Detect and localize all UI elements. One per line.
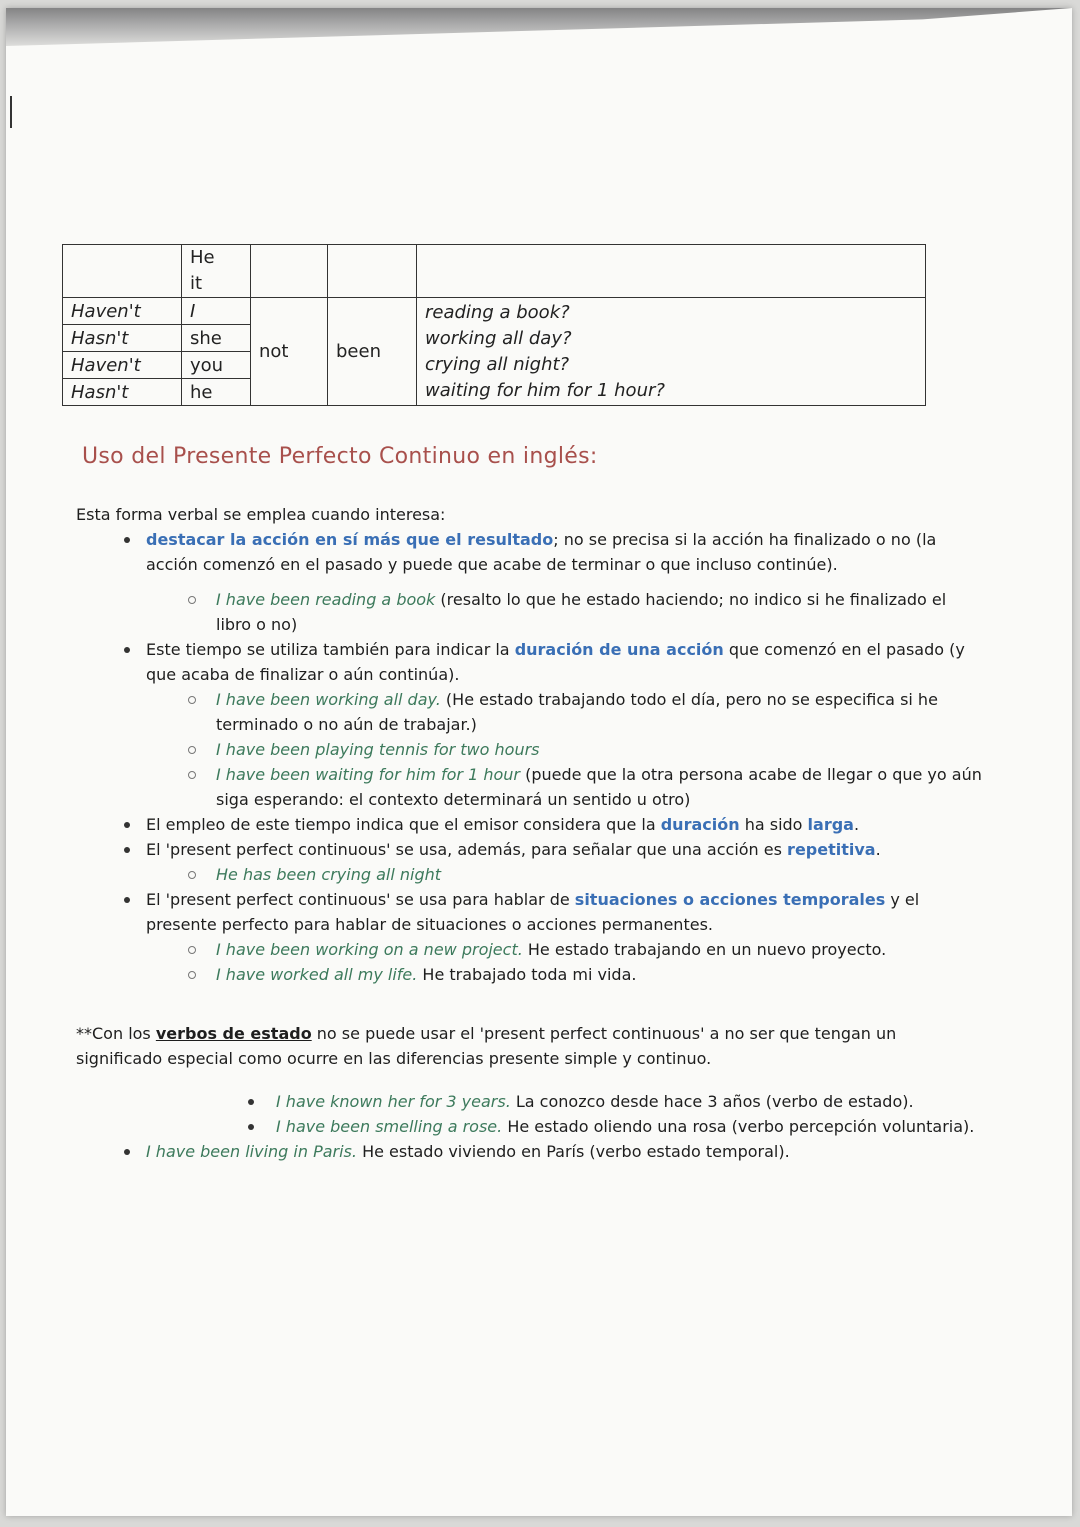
item-text: (puede que la otra persona acabe de llegar o que yo aún siga esperando: el contexto determinará un sentido u otro) [216,765,982,809]
item-text: . [853,815,860,834]
item-text: La conozco desde hace 3 años (verbo de estado). [510,1092,914,1111]
item-text: El 'present perfect continuous' se usa para hablar de [146,890,575,909]
subject-cell: he [182,379,251,406]
highlight-text: duración de una acción [514,640,724,659]
circle-bullet-icon [188,946,196,954]
bullet-icon [124,647,130,653]
item-text: He trabajado toda mi vida. [417,965,637,984]
example-text: I have been reading a book [216,590,436,609]
circle-bullet-icon [188,696,196,704]
scan-shadow [6,8,1072,46]
item-text: ha sido [739,815,808,834]
ending-line: waiting for him for 1 hour? [425,379,665,401]
list-item [76,637,986,687]
subject-cell: she [182,325,251,352]
list-item [76,587,986,637]
table-row [63,298,926,325]
item-text: **Con los [76,1024,156,1043]
example-text: He has been crying all night [216,865,442,884]
example-text: I have known her for 3 years. [276,1092,511,1111]
table-row [63,245,926,298]
document-page [6,8,1072,1516]
list-item [76,837,986,862]
ending-line: crying all night? [425,353,570,375]
highlight-text: destacar la acción en sí más que el resultado [146,530,554,549]
aux-cell: Hasn't [63,379,182,406]
table-cell [251,245,328,298]
margin-mark [10,96,12,128]
ending-line: reading a book? [425,301,570,323]
pronoun-he: He [190,247,215,268]
neg-cell: not [251,298,328,406]
example-text: I have been working on a new project. [216,940,523,959]
subject-cell: I [182,298,251,325]
bullet-icon [124,822,130,828]
item-text: ; no se precisa si la acción ha finalizado o no (la acción comenzó en el pasado y puede que acabe de terminar o que incluso continúe). [146,530,937,574]
table-cell [328,245,417,298]
highlight-text: duración [660,815,740,834]
item-text: (He estado trabajando todo el día, pero no se especifica si he terminado o no aún de trabajar.) [216,690,938,734]
intro-text: Esta forma verbal se emplea cuando interesa: [76,505,446,524]
endings-cell [417,298,926,406]
item-text: Este tiempo se utiliza también para indicar la [146,640,515,659]
example-text: I have been living in Paris. [146,1142,357,1161]
circle-bullet-icon [188,746,196,754]
item-text: y el presente perfecto para hablar de situaciones o acciones permanentes. [146,890,920,934]
table-cell [63,245,182,298]
item-text: que comenzó en el pasado (y que acaba de finalizar o aún continúa). [146,640,965,684]
list-item [76,527,986,577]
section-title: Uso del Presente Perfecto Continuo en inglés: [82,444,598,469]
table-cell [182,245,251,298]
highlight-text: larga [807,815,854,834]
circle-bullet-icon [188,971,196,979]
item-text: El 'present perfect continuous' se usa, además, para señalar que una acción es [146,840,788,859]
underlined-text: verbos de estado [155,1024,312,1043]
table-cell [417,245,926,298]
example-text: I have been smelling a rose. [276,1117,503,1136]
bullet-icon [248,1124,254,1130]
highlight-text: repetitiva [787,840,876,859]
section-body [76,502,986,1164]
circle-bullet-icon [188,771,196,779]
list-item [76,1089,986,1114]
item-text: He estado viviendo en París (verbo estado temporal). [356,1142,790,1161]
example-text: I have been playing tennis for two hours [216,740,540,759]
circle-bullet-icon [188,871,196,879]
item-text: no se puede usar el 'present perfect continuous' a no ser que tengan un significado especial como ocurre en las diferencias presente simple y continuo. [76,1024,897,1068]
pronoun-it: it [190,273,203,294]
list-item [76,737,986,762]
conjugation-table [62,244,926,406]
highlight-text: situaciones o acciones temporales [574,890,886,909]
item-text: (resalto lo que he estado haciendo; no indico si he finalizado el libro o no) [216,590,947,634]
bullet-icon [124,537,130,543]
list-item [76,1139,986,1164]
list-item [76,937,986,962]
example-text: I have worked all my life. [216,965,418,984]
bullet-icon [124,1149,130,1155]
item-text: He estado trabajando en un nuevo proyecto. [522,940,887,959]
list-item [76,887,986,937]
subject-cell: you [182,352,251,379]
bullet-icon [124,897,130,903]
item-text: El empleo de este tiempo indica que el emisor considera que la [146,815,661,834]
note-text [76,1021,986,1071]
list-item [76,1114,986,1139]
list-item [76,962,986,987]
list-item [76,812,986,837]
example-text: I have been waiting for him for 1 hour [216,765,520,784]
aux-cell: Haven't [63,352,182,379]
item-text: . [875,840,881,859]
list-item [76,762,986,812]
aux-cell: Hasn't [63,325,182,352]
aux-cell: Haven't [63,298,182,325]
ending-line: working all day? [425,327,572,349]
item-text: He estado oliendo una rosa (verbo percepción voluntaria). [502,1117,975,1136]
bullet-icon [248,1099,254,1105]
bullet-icon [124,847,130,853]
been-cell: been [328,298,417,406]
list-item [76,687,986,737]
circle-bullet-icon [188,596,196,604]
list-item [76,862,986,887]
example-text: I have been working all day. [216,690,441,709]
